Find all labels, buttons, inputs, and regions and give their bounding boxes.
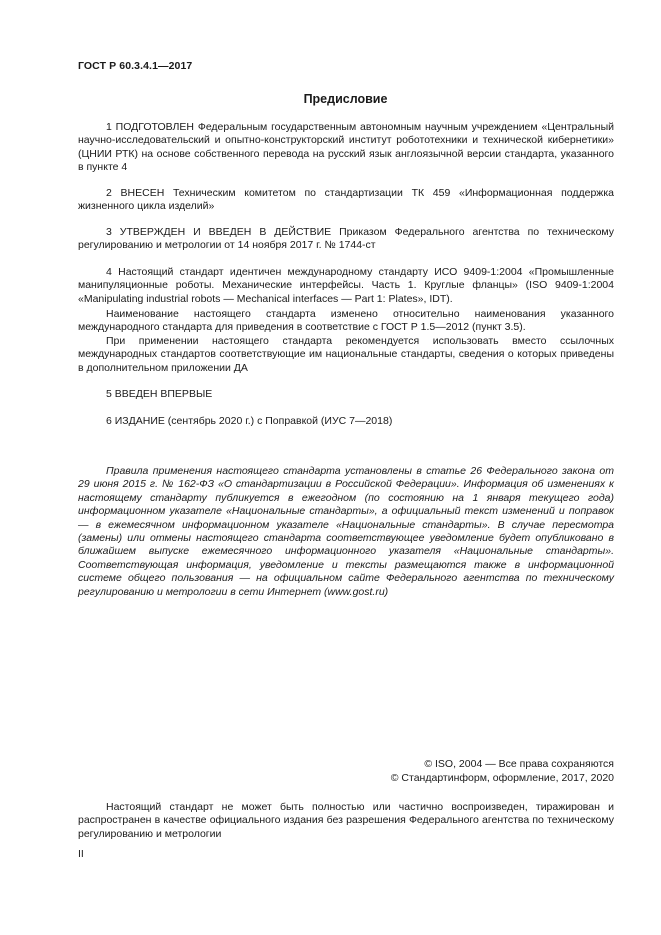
item-1-text: 1 ПОДГОТОВЛЕН Федеральным государственным автономным научным учреждением «Центральный научно-исследовательский и опытно-конструкторский институт робототехники и технической кибернетики» (ЦНИИ РТК) на основе собственного перевода на русский язык англоязычной версии стандарта, указанного в пункте 4 (78, 121, 614, 174)
item-4-name-note (78, 308, 614, 335)
item-2 (78, 187, 614, 214)
copyright-iso: © ISO, 2004 — Все права сохраняются (424, 758, 614, 770)
copyright-standartinform: © Стандартинформ, оформление, 2017, 2020 (390, 772, 614, 784)
item-4-name-note-text: Наименование настоящего стандарта изменено относительно наименования указанного международного стандарта для приведения в соответствие с ГОСТ Р 1.5—2012 (пункт 3.5). (78, 308, 614, 334)
reproduction-notice-text: Настоящий стандарт не может быть полностью или частично воспроизведен, тиражирован и распространен в качестве официального издания без разрешения Федерального агентства по техническому регулированию и метрологии (78, 801, 614, 840)
item-4-text: 4 Настоящий стандарт идентичен международному стандарту ИСО 9409-1:2004 «Промышленные манипуляционные роботы. Механические интерфейсы. Часть 1. Круглые фланцы» (ISO 9409-1:2004 «Manipulating industrial robots — Mechanical interfaces — Part 1: Plates», IDT). (78, 266, 614, 305)
application-rules-notice (78, 465, 614, 599)
page-title: Предисловие (303, 92, 388, 106)
item-6 (78, 415, 614, 428)
item-5-text: 5 ВВЕДЕН ВПЕРВЫЕ (106, 388, 213, 400)
item-4-reference-note-text: При применении настоящего стандарта рекомендуется использовать вместо ссылочных международных стандартов соответствующие им национальные стандарты, сведения о которых приведены в дополнительном приложении ДА (78, 335, 614, 374)
item-3 (78, 226, 614, 253)
item-3-text: 3 УТВЕРЖДЕН И ВВЕДЕН В ДЕЙСТВИЕ Приказом Федерального агентства по техническому регулированию и метрологии от 14 ноября 2017 г. № 1744-ст (78, 226, 614, 252)
item-6-text: 6 ИЗДАНИЕ (сентябрь 2020 г.) с Поправкой (ИУС 7—2018) (106, 415, 393, 427)
document-code: ГОСТ Р 60.3.4.1—2017 (78, 60, 193, 72)
item-1 (78, 121, 614, 175)
application-rules-notice-text: Правила применения настоящего стандарта установлены в статье 26 Федерального закона от 29 июня 2015 г. № 162-ФЗ «О стандартизации в Российской Федерации». Информация об изменениях к настоящему стандарту публикуется в ежегодном (по состоянию на 1 января текущего года) информационном указателе «Национальные стандарты», а официальный текст изменений и поправок — в ежемесячном информационном указателе «Национальные стандарты». В случае пересмотра (замены) или отмены настоящего стандарта соответствующее уведомление будет опубликовано в ближайшем выпуске ежемесячного информационного указателя «Национальные стандарты». Соответствующая информация, уведомление и тексты размещаются также в информационной системе общего пользования — на официальном сайте Федерального агентства по техническому регулированию и метрологии в сети Интернет (www.gost.ru) (78, 465, 614, 598)
item-4 (78, 266, 614, 306)
item-2-text: 2 ВНЕСЕН Техническим комитетом по стандартизации ТК 459 «Информационная поддержка жизненного цикла изделий» (78, 187, 614, 213)
item-4-reference-note (78, 335, 614, 375)
page-number: II (78, 848, 84, 860)
reproduction-notice (78, 801, 614, 841)
item-5 (78, 388, 614, 401)
